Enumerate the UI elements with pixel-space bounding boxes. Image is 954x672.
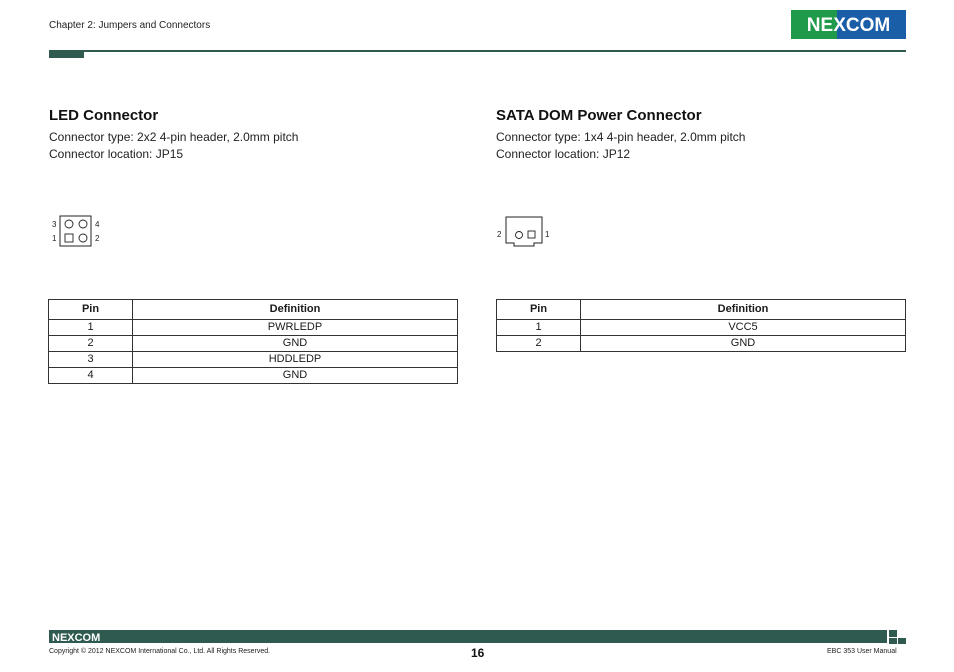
sata-connector-diagram [494, 213, 554, 249]
nexcom-logo [791, 10, 906, 39]
sata-pin-label-2: 2 [497, 230, 502, 239]
pin-cell: 1 [49, 320, 133, 336]
led-pin-label-1: 1 [52, 234, 57, 243]
table-header-row [497, 300, 906, 320]
definition-cell: PWRLEDP [133, 320, 458, 336]
copyright-text: Copyright © 2012 NEXCOM International Co., Ltd. All Rights Reserved. [49, 648, 271, 655]
led-section-title: LED Connector [49, 107, 159, 124]
table-row [49, 320, 458, 336]
table-row [497, 336, 906, 352]
logo-text: NEXCOM [806, 15, 891, 36]
led-connector-location: Connector location: JP15 [49, 147, 184, 161]
pin-cell: 4 [49, 368, 133, 384]
manual-title: EBC 353 User Manual [827, 648, 897, 655]
table-row [497, 320, 906, 336]
led-connector-diagram [48, 212, 108, 252]
page-number: 16 [471, 646, 485, 660]
sata-pin-label-1: 1 [545, 230, 550, 239]
column-header-pin: Pin [49, 300, 133, 320]
definition-cell: HDDLEDP [133, 352, 458, 368]
definition-cell: GND [133, 336, 458, 352]
led-connector-type: Connector type: 2x2 4-pin header, 2.0mm pitch [49, 130, 299, 144]
definition-cell: GND [133, 368, 458, 384]
led-pin-table [48, 299, 458, 384]
led-pin-label-4: 4 [95, 220, 100, 229]
pin-cell: 2 [49, 336, 133, 352]
led-pin-label-3: 3 [52, 220, 57, 229]
column-header-definition: Definition [133, 300, 458, 320]
pin-cell: 3 [49, 352, 133, 368]
table-row [49, 352, 458, 368]
footer-decor-square [898, 638, 906, 644]
sata-pin-table [496, 299, 906, 352]
footer-logo-text: NEXCOM [52, 632, 101, 642]
sata-connector-type: Connector type: 1x4 4-pin header, 2.0mm pitch [496, 130, 746, 144]
definition-cell: VCC5 [581, 320, 906, 336]
footer-bar [49, 630, 887, 643]
chapter-title: Chapter 2: Jumpers and Connectors [49, 20, 211, 31]
table-header-row [49, 300, 458, 320]
pin-cell: 1 [497, 320, 581, 336]
table-row [49, 368, 458, 384]
led-pin-label-2: 2 [95, 234, 100, 243]
table-row [49, 336, 458, 352]
sata-connector-location: Connector location: JP12 [496, 147, 631, 161]
definition-cell: GND [581, 336, 906, 352]
pin-cell: 2 [497, 336, 581, 352]
header-tab-block [49, 50, 84, 58]
header-divider [49, 50, 906, 52]
footer-decor-square [889, 630, 897, 637]
footer-nexcom-logo [52, 631, 108, 642]
sata-section-title: SATA DOM Power Connector [496, 107, 702, 124]
column-header-pin: Pin [497, 300, 581, 320]
footer-decor-square [889, 638, 897, 644]
column-header-definition: Definition [581, 300, 906, 320]
